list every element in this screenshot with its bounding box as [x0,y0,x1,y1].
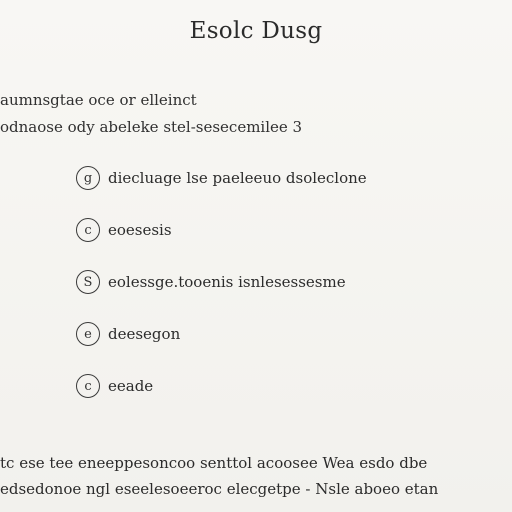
intro-line-1: aumnsgtae oce or elleinct [0,91,197,109]
option-label: diecluage lse paeleeuo dsoleclone [108,169,367,187]
option-circle-icon[interactable]: e [76,322,100,346]
option-circle-icon[interactable]: g [76,166,100,190]
option-circle-icon[interactable]: c [76,374,100,398]
option-label: eeade [108,377,154,395]
option-label: eolessge.tooenis isnlesessesme [108,273,346,291]
footer-line-2: edsedonoe ngl eseelesoeeroc elecgetpe - Nsle aboeo etan [0,480,439,498]
option-item[interactable] [76,322,476,374]
option-item[interactable] [76,166,476,218]
option-item[interactable] [76,270,476,322]
option-list [76,166,476,426]
option-label: deesegon [108,325,181,343]
document-title: Esolc Dusg [189,18,323,44]
option-item[interactable] [76,374,476,426]
footer-line-1: tc ese tee eneeppesoncoo senttol acoosee Wea esdo dbe [0,454,428,472]
option-item[interactable] [76,218,476,270]
intro-line-2: odnaose ody abeleke stel-sesecemilee 3 [0,118,303,136]
option-circle-icon[interactable]: S [76,270,100,294]
option-label: eoesesis [108,221,172,239]
option-circle-icon[interactable]: c [76,218,100,242]
